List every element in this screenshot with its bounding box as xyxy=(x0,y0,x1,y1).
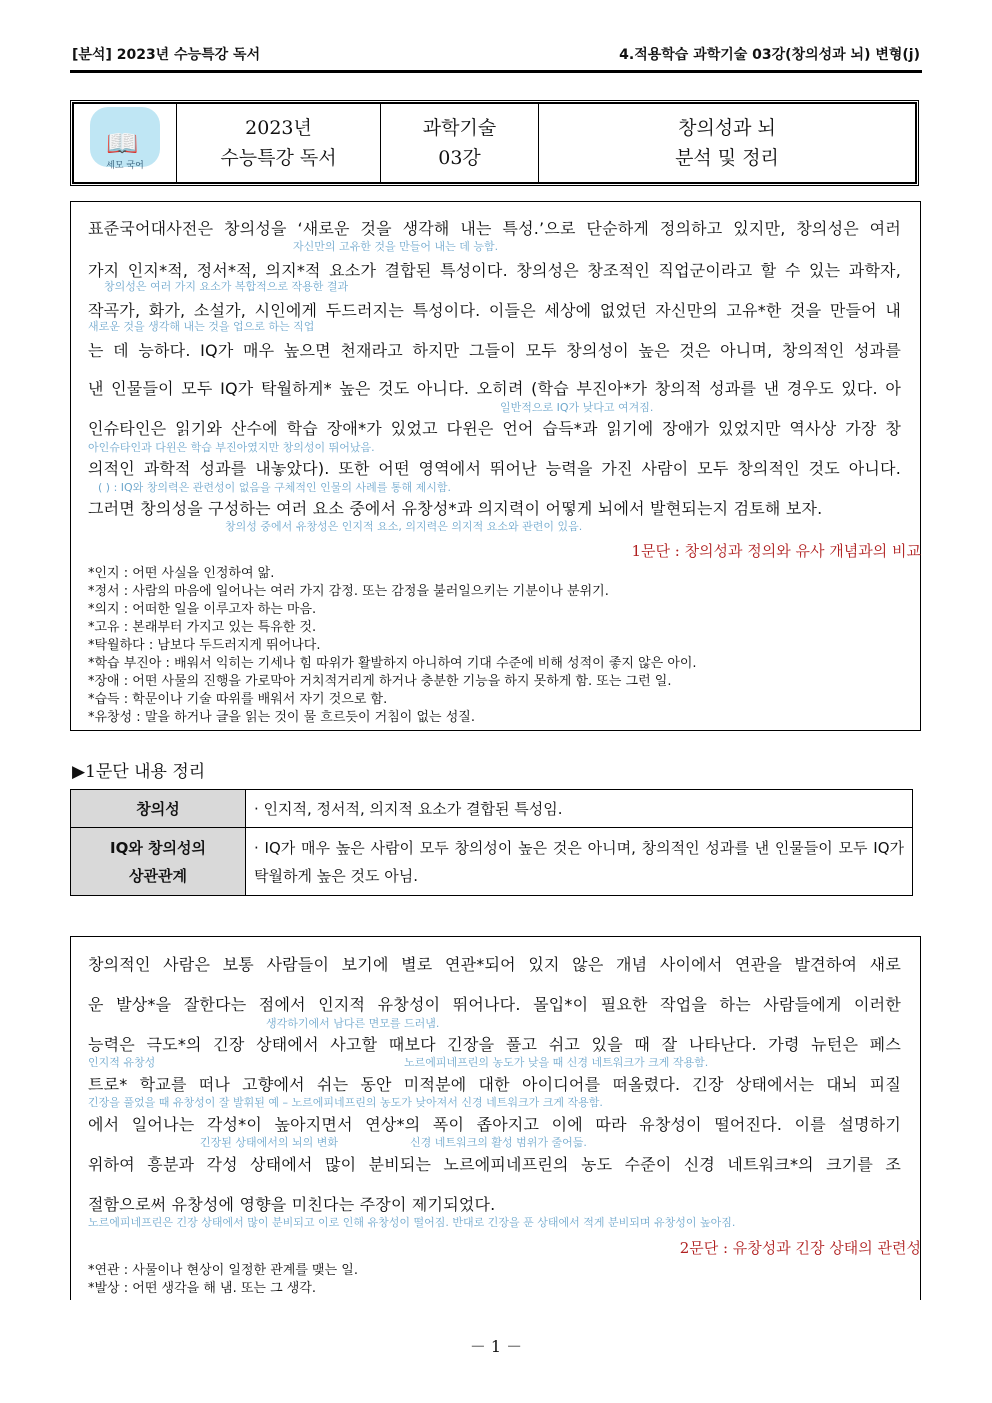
p2-line: 에서 일어나는 각성*이 높아지면서 연상*의 폭이 좁아지고 이에 따라 유창성이 떨어진다. 이를 설명하기 xyxy=(88,1115,901,1134)
p2-annotation: 생각하기에서 남다른 면모를 드러냄. xyxy=(266,1017,440,1030)
p1-annotation: 일반적으로 IQ가 낮다고 여겨짐. xyxy=(500,401,654,414)
p1-annotation: 자신만의 고유한 것을 만들어 내는 데 능함. xyxy=(293,240,499,253)
paragraph-2-glossary xyxy=(88,1262,358,1298)
logo-cell xyxy=(74,104,177,183)
section-title: ▶1문단 내용 정리 xyxy=(72,762,206,782)
title-col-3: 창의성과 뇌 분석 및 정리 xyxy=(539,104,916,183)
p2-line: 트로* 학교를 떠나 고향에서 쉬는 동안 미적분에 대한 아이디어를 떠올렸다. 긴장 상태에서는 대뇌 피질 xyxy=(88,1075,901,1094)
p1-line: 작곡가, 화가, 소설가, 시인에게 두드러지는 특성이다. 이들은 세상에 없었던 자신만의 고유*한 것을 만들어 내 xyxy=(88,301,901,320)
p1-line: 표준국어대사전은 창의성을 ‘새로운 것을 생각해 내는 특성.’으로 단순하게 정의하고 있지만, 창의성은 여러 xyxy=(88,219,901,238)
table-key: IQ와 창의성의 상관관계 xyxy=(71,828,246,896)
title-box xyxy=(70,100,919,186)
title-col-2: 과학기술 03강 xyxy=(381,104,539,183)
summary-table xyxy=(70,789,913,896)
p2-line: 능력은 극도*의 긴장 상태에서 사고할 때보다 긴장을 풀고 쉬고 있을 때 잘 나타난다. 가령 뉴턴은 페스 xyxy=(88,1035,901,1054)
glossary-item: *인지 : 어떤 사실을 인정하여 앎. xyxy=(88,566,275,581)
p1-line: 의적인 과학적 성과를 내놓았다). 또한 어떤 영역에서 뛰어난 능력을 가진 사람이 모두 창의적인 것도 아니다. xyxy=(88,459,901,478)
p2-line: 위하여 흥분과 각성 상태에서 많이 분비되는 노르에피네프린의 농도 수준이 신경 네트워크*의 크기를 조 xyxy=(88,1155,901,1174)
glossary-item: *고유 : 본래부터 가지고 있는 특유한 것. xyxy=(88,620,317,635)
paragraph-1-glossary xyxy=(88,565,697,727)
p2-annotation: 긴장된 상태에서의 뇌의 변화 xyxy=(200,1136,339,1149)
header-right: 4.적용학습 과학기술 03강(창의성과 뇌) 변형(j) xyxy=(619,47,920,63)
table-key: 창의성 xyxy=(71,790,246,828)
header-left: [분석] 2023년 수능특강 독서 xyxy=(72,47,261,63)
p1-line: 는 데 능하다. IQ가 매우 높으면 천재라고 하지만 그들이 모두 창의성이 높은 것은 아니며, 창의적인 성과를 xyxy=(88,341,901,360)
p1-annotation: 아인슈타인과 다윈은 학습 부진아였지만 창의성이 뛰어났음. xyxy=(88,441,375,454)
p1-line: 그러면 창의성을 구성하는 여러 요소 중에서 유창성*과 의지력이 어떻게 뇌에서 발현되는지 검토해 보자. xyxy=(88,499,823,518)
glossary-item: *발상 : 어떤 생각을 해 냄. 또는 그 생각. xyxy=(88,1281,317,1296)
glossary-item: *습득 : 학문이나 기술 따위를 배워서 자기 것으로 함. xyxy=(88,692,388,707)
p2-line: 운 발상*을 잘한다는 점에서 인지적 유창성이 뛰어나다. 몰입*이 필요한 작업을 하는 사람들에게 이러한 xyxy=(88,995,901,1014)
p2-annotation: 인지적 유창성 xyxy=(88,1056,156,1069)
glossary-item: *연관 : 사물이나 현상이 일정한 관계를 맺는 일. xyxy=(88,1263,358,1278)
p1-annotation: 창의성 중에서 유창성은 인지적 요소, 의지력은 의지적 요소와 관련이 있음. xyxy=(225,520,583,533)
glossary-item: *유창성 : 말을 하거나 글을 읽는 것이 물 흐르듯이 거침이 없는 성질. xyxy=(88,710,475,725)
glossary-item: *학습 부진아 : 배워서 익히는 기세나 힘 따위가 활발하지 아니하여 기대 수준에 비해 성적이 좋지 않은 아이. xyxy=(88,656,697,671)
p1-annotation: ( ) : IQ와 창의력은 관련성이 없음을 구체적인 인물의 사례를 통해 제시함. xyxy=(98,481,452,494)
logo-text: 세모 국어 xyxy=(106,161,144,171)
p2-line: 창의적인 사람은 보통 사람들이 보기에 별로 연관*되어 있지 않은 개념 사이에서 연관을 발견하여 새로 xyxy=(88,955,901,974)
p2-annotation: 신경 네트워크의 활성 범위가 줄어듦. xyxy=(410,1136,587,1149)
page-header xyxy=(72,44,920,64)
logo xyxy=(86,105,164,181)
p1-annotation: 창의성은 여러 가지 요소가 복합적으로 작용한 결과 xyxy=(104,280,349,293)
glossary-item: *의지 : 어떠한 일을 이루고자 하는 마음. xyxy=(88,602,317,617)
title-col-1: 2023년 수능특강 독서 xyxy=(177,104,381,183)
table-value: · IQ가 매우 높은 사람이 모두 창의성이 높은 것은 아니며, 창의적인 성과를 낸 인물들이 모두 IQ가 탁월하게 높은 것도 아님. xyxy=(246,828,913,896)
glossary-item: *정서 : 사람의 마음에 일어나는 여러 가지 감정. 또는 감정을 불러일으키는 기분이나 분위기. xyxy=(88,584,609,599)
p2-line: 절함으로써 유창성에 영향을 미친다는 주장이 제기되었다. xyxy=(88,1195,496,1214)
page-number: － 1 － xyxy=(469,1337,523,1356)
glossary-item: *탁월하다 : 남보다 두드러지게 뛰어나다. xyxy=(88,638,321,653)
table-row xyxy=(71,790,913,828)
p1-line: 인슈타인은 읽기와 산수에 학습 장애*가 있었고 다윈은 언어 습득*과 읽기에 장애가 있었지만 역사상 가장 창 xyxy=(88,419,901,438)
table-value: · 인지적, 정서적, 의지적 요소가 결합된 특성임. xyxy=(246,790,913,828)
table-row xyxy=(71,828,913,896)
book-icon: 📖 xyxy=(106,129,139,159)
p1-line: 가지 인지*적, 정서*적, 의지*적 요소가 결합된 특성이다. 창의성은 창조적인 직업군이라고 할 수 있는 과학자, xyxy=(88,261,901,280)
p1-annotation: 새로운 것을 생각해 내는 것을 업으로 하는 직업 xyxy=(88,320,315,333)
p1-line: 낸 인물들이 모두 IQ가 탁월하게* 높은 것도 아니다. 오히려 (학습 부진아*가 창의적 성과를 낸 경우도 있다. 아 xyxy=(88,379,901,398)
header-rule xyxy=(70,70,922,73)
paragraph-1-summary: 1문단 : 창의성과 정의와 유사 개념과의 비교 xyxy=(631,542,921,560)
p2-annotation: 노르에피네프린은 긴장 상태에서 많이 분비되고 이로 인해 유창성이 떨어짐. 반대로 긴장을 푼 상태에서 적게 분비되며 유창성이 높아짐. xyxy=(88,1216,736,1229)
p2-annotation: 노르에피네프린의 농도가 낮을 때 신경 네트워크가 크게 작용함. xyxy=(404,1056,709,1069)
paragraph-2-summary: 2문단 : 유창성과 긴장 상태의 관련성 xyxy=(679,1239,921,1257)
p2-annotation: 긴장을 풀었을 때 유창성이 잘 발휘된 예 – 노르에피네프린의 농도가 낮아져서 신경 네트워크가 크게 작용함. xyxy=(88,1096,603,1109)
glossary-item: *장애 : 어떤 사물의 진행을 가로막아 거치적거리게 하거나 충분한 기능을 하지 못하게 함. 또는 그런 일. xyxy=(88,674,672,689)
